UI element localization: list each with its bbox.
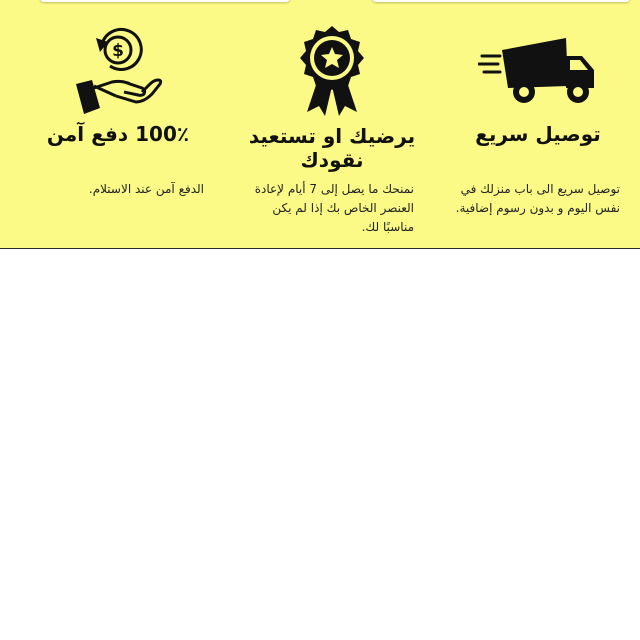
feature-money-back [232, 0, 432, 248]
feature-secure-payment [18, 0, 218, 248]
secure-payment-icon [72, 26, 164, 120]
delivery-description: توصيل سريع الى باب منزلك في نفس اليوم و بدون رسوم إضافية. [455, 182, 620, 215]
features-banner [0, 0, 640, 249]
delivery-title: توصيل سريع [475, 122, 601, 146]
blank-area [0, 249, 640, 640]
award-ribbon-icon [297, 24, 367, 122]
delivery-truck-icon [478, 36, 598, 110]
svg-text:$: $ [112, 41, 124, 61]
payment-description: الدفع آمن عند الاستلام. [88, 182, 204, 196]
guarantee-title: يرضيك او تستعيد نقودك [248, 124, 416, 172]
payment-title: 100٪ دفع آمن [46, 122, 190, 146]
feature-fast-delivery [438, 0, 638, 248]
guarantee-description: نمنحك ما يصل إلى 7 أيام لإعادة العنصر الخاص بك إذا لم يكن مناسبًا لك. [254, 182, 414, 234]
